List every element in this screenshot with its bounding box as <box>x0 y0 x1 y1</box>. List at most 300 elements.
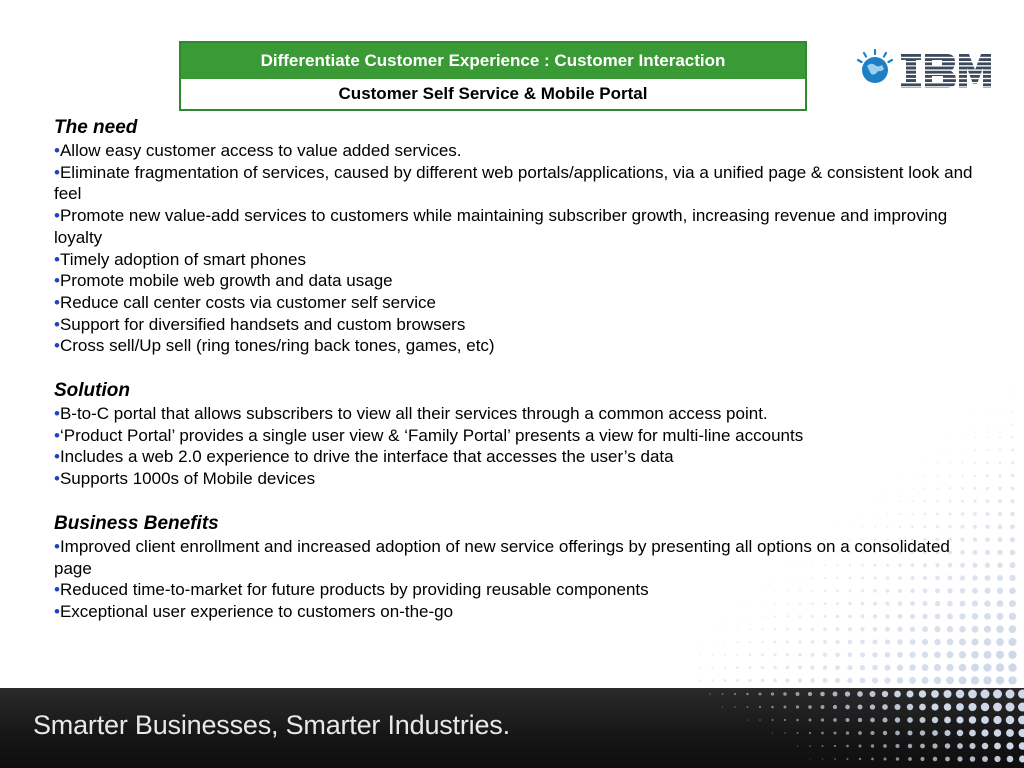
decor-dot <box>907 704 913 710</box>
decor-dot <box>945 743 950 748</box>
decor-dot <box>956 716 963 723</box>
decor-dot <box>1010 537 1015 542</box>
decor-dot <box>872 652 877 657</box>
decor-dot <box>985 537 990 542</box>
decor-dot <box>749 653 752 656</box>
decor-dot <box>971 651 979 659</box>
decor-dot <box>985 575 991 581</box>
decor-dot <box>946 664 953 671</box>
decor-dot <box>1000 386 1001 387</box>
decor-dot <box>821 732 824 735</box>
decor-dot <box>919 717 925 723</box>
decor-dot <box>796 692 800 696</box>
bullet-item: •Promote mobile web growth and data usage <box>54 271 393 291</box>
decor-dot <box>920 757 924 761</box>
decor-dot <box>994 729 1002 737</box>
decor-dot <box>1008 638 1016 646</box>
decor-dot <box>944 717 951 724</box>
decor-dot <box>986 474 989 477</box>
decor-dot <box>981 703 989 711</box>
decor-dot <box>882 691 888 697</box>
decor-dot <box>919 704 926 711</box>
decor-dot <box>884 677 890 683</box>
decor-dot <box>872 677 878 683</box>
bullet-icon: • <box>54 249 60 269</box>
decor-dot <box>747 706 749 708</box>
decor-dot <box>1018 690 1024 699</box>
bullet-icon: • <box>54 447 60 467</box>
decor-dot <box>998 474 1001 477</box>
decor-dot <box>1012 385 1013 386</box>
bullet-icon: • <box>54 469 60 489</box>
decor-dot <box>932 743 937 748</box>
section-the-need <box>54 116 974 357</box>
ibm-wordmark <box>901 54 993 88</box>
decor-dot <box>897 677 904 684</box>
decor-dot <box>1018 716 1024 725</box>
decor-dot <box>798 666 802 670</box>
decor-dot <box>906 690 913 697</box>
decor-dot <box>931 690 939 698</box>
decor-dot <box>998 499 1002 503</box>
decor-dot <box>734 693 736 695</box>
decor-dot <box>1010 550 1016 556</box>
decor-dot <box>1012 398 1013 399</box>
decor-dot <box>986 461 989 464</box>
slide-content <box>54 116 974 645</box>
decor-dot <box>945 757 950 762</box>
section-business-benefits <box>54 512 974 623</box>
decor-dot <box>974 474 977 477</box>
decor-dot <box>821 705 825 709</box>
decor-dot <box>809 745 811 747</box>
decor-dot <box>896 757 899 760</box>
decor-dot <box>736 666 739 669</box>
decor-dot <box>783 692 787 696</box>
decor-dot <box>699 667 701 669</box>
decor-dot <box>994 743 1001 750</box>
decor-dot <box>997 537 1002 542</box>
decor-dot <box>746 693 749 696</box>
bullet-item: •Reduced time-to-market for future products by providing reusable components <box>54 580 649 600</box>
decor-dot <box>809 719 812 722</box>
bullet-item: •Support for diversified handsets and custom browsers <box>54 314 466 334</box>
decor-dot <box>835 665 840 670</box>
decor-dot <box>797 745 798 746</box>
decor-dot <box>897 664 903 670</box>
decor-dot <box>999 411 1001 413</box>
decor-dot <box>773 653 776 656</box>
decor-dot <box>983 664 991 672</box>
decor-dot <box>711 667 713 669</box>
decor-dot <box>1010 512 1015 517</box>
bullet-item: •B-to-C portal that allows subscribers to view all their services through a common access point. <box>54 404 768 424</box>
decor-dot <box>823 678 828 683</box>
decor-dot <box>722 706 723 707</box>
decor-dot <box>1011 486 1015 490</box>
decor-dot <box>858 731 862 735</box>
decor-dot <box>997 562 1003 568</box>
decor-dot <box>1008 663 1016 671</box>
decor-dot <box>1008 651 1016 659</box>
decor-dot <box>784 706 787 709</box>
decor-dot <box>931 703 938 710</box>
decor-dot <box>884 665 890 671</box>
decor-dot <box>908 757 912 761</box>
decor-dot <box>985 525 989 529</box>
decor-dot <box>1019 742 1024 750</box>
bullet-item: •Includes a web 2.0 experience to drive the interface that accesses the user’s data <box>54 447 674 467</box>
decor-dot <box>994 756 1000 762</box>
decor-dot <box>974 424 975 425</box>
decor-dot <box>1011 474 1015 478</box>
decor-dot <box>975 411 976 412</box>
decor-dot <box>934 677 941 684</box>
decor-dot <box>981 716 989 724</box>
decor-dot <box>1010 562 1016 568</box>
decor-dot <box>858 705 863 710</box>
bullet-item: •Eliminate fragmentation of services, caused by different web portals/applications, via a unified page & consistent look and feel <box>54 162 973 204</box>
decor-dot <box>1011 423 1013 425</box>
bullet-item: •Promote new value-add services to customers while maintaining subscriber growth, increasing revenue and improving loyalty <box>54 206 948 247</box>
decor-dot <box>957 756 962 761</box>
decor-dot <box>998 487 1002 491</box>
decor-dot <box>996 625 1003 632</box>
decor-dot <box>1018 729 1024 737</box>
decor-dot <box>907 717 913 723</box>
decor-dot <box>1006 716 1015 725</box>
decor-dot <box>996 613 1003 620</box>
decor-dot <box>971 664 979 672</box>
decor-dot <box>882 704 888 710</box>
decor-dot <box>809 758 810 759</box>
decor-dot <box>998 512 1002 516</box>
decor-dot <box>845 705 850 710</box>
decor-dot <box>997 600 1004 607</box>
decor-dot <box>974 462 976 464</box>
decor-dot <box>771 706 774 709</box>
decor-dot <box>722 693 724 695</box>
decor-dot <box>984 613 991 620</box>
decor-dot <box>761 653 764 656</box>
bullet-icon: • <box>54 162 60 182</box>
bullet-icon: • <box>54 425 60 445</box>
decor-dot <box>810 653 814 657</box>
decor-dot <box>858 744 861 747</box>
decor-dot <box>846 745 849 748</box>
decor-dot <box>859 758 861 760</box>
decor-dot <box>821 745 823 747</box>
decor-dot <box>999 423 1001 425</box>
decor-dot <box>968 690 977 699</box>
decor-dot <box>997 550 1002 555</box>
section-solution <box>54 379 974 490</box>
decor-dot <box>870 718 875 723</box>
decor-dot <box>999 461 1002 464</box>
decor-dot <box>860 652 865 657</box>
decor-dot <box>921 677 928 684</box>
decor-dot <box>848 652 853 657</box>
bullet-icon: • <box>54 271 60 291</box>
decor-dot <box>821 718 824 721</box>
decor-dot <box>944 730 950 736</box>
decor-dot <box>907 730 912 735</box>
decor-dot <box>908 744 912 748</box>
decor-dot <box>759 706 761 708</box>
decor-dot <box>796 705 799 708</box>
decor-dot <box>996 676 1004 684</box>
decor-dot <box>909 652 915 658</box>
decor-dot <box>981 729 988 736</box>
decor-dot <box>860 677 866 683</box>
decor-dot <box>987 411 988 412</box>
slide-title: Differentiate Customer Experience : Customer Interaction <box>181 43 805 79</box>
decor-dot <box>845 691 850 696</box>
decor-dot <box>835 678 840 683</box>
ibm-globe-icon <box>855 48 897 90</box>
decor-dot <box>932 717 938 723</box>
decor-dot <box>922 664 929 671</box>
decor-dot <box>981 690 990 699</box>
decor-dot <box>772 719 774 721</box>
decor-dot <box>712 654 714 656</box>
decor-dot <box>724 666 726 668</box>
bullet-icon: • <box>54 601 60 621</box>
decor-dot <box>833 692 838 697</box>
decor-dot <box>834 732 837 735</box>
decor-dot <box>1007 756 1014 763</box>
decor-dot <box>985 512 989 516</box>
bullet-icon: • <box>54 404 60 424</box>
decor-dot <box>1010 524 1015 529</box>
decor-dot <box>883 731 887 735</box>
decor-dot <box>1011 436 1013 438</box>
bullet-icon: • <box>54 292 60 312</box>
bullet-item: •Timely adoption of smart phones <box>54 249 306 269</box>
decor-dot <box>1006 690 1015 699</box>
decor-dot <box>870 691 876 697</box>
decor-dot <box>970 756 976 762</box>
decor-dot <box>974 449 976 451</box>
decor-dot <box>773 666 777 670</box>
decor-dot <box>909 664 916 671</box>
decor-dot <box>1012 411 1014 413</box>
decor-dot <box>1009 613 1016 620</box>
decor-dot <box>870 731 874 735</box>
decor-dot <box>895 717 900 722</box>
ibm-logo <box>855 48 995 90</box>
bullet-icon: • <box>54 141 60 160</box>
decor-dot <box>922 652 928 658</box>
bullet-item: •Exceptional user experience to customers on-the-go <box>54 601 454 621</box>
decor-dot <box>748 666 751 669</box>
decor-dot <box>759 693 762 696</box>
decor-dot <box>985 562 990 567</box>
decor-dot <box>785 678 789 682</box>
decor-dot <box>872 665 878 671</box>
decor-dot <box>894 691 901 698</box>
decor-dot <box>982 743 989 750</box>
decor-dot <box>761 679 765 683</box>
decor-dot <box>993 690 1002 699</box>
decor-dot <box>810 678 815 683</box>
decor-dot <box>823 653 827 657</box>
decor-dot <box>956 703 964 711</box>
decor-dot <box>833 705 837 709</box>
decor-dot <box>986 449 988 451</box>
decor-dot <box>847 678 853 684</box>
decor-dot <box>809 732 811 734</box>
decor-dot <box>857 691 863 697</box>
decor-dot <box>1019 756 1024 763</box>
decor-dot <box>734 706 736 708</box>
decor-dot <box>959 651 966 658</box>
decor-dot <box>796 719 799 722</box>
decor-dot <box>987 398 988 399</box>
section-heading: Solution <box>54 380 130 402</box>
decor-dot <box>969 730 976 737</box>
decor-dot <box>971 676 979 684</box>
bullet-icon: • <box>54 536 60 556</box>
decor-dot <box>771 692 774 695</box>
decor-dot <box>724 654 726 656</box>
decor-dot <box>946 651 953 658</box>
decor-dot <box>736 654 738 656</box>
decor-dot <box>996 663 1004 671</box>
decor-dot <box>909 677 916 684</box>
decor-dot <box>1009 625 1017 633</box>
decor-dot <box>957 730 963 736</box>
decor-dot <box>969 716 976 723</box>
decor-dot <box>699 679 701 681</box>
decor-dot <box>897 652 903 658</box>
decor-dot <box>858 718 862 722</box>
decor-dot <box>846 731 849 734</box>
decor-dot <box>986 487 989 490</box>
decor-dot <box>1006 742 1013 749</box>
decor-dot <box>808 705 812 709</box>
decor-dot <box>920 744 925 749</box>
decor-dot <box>847 665 852 670</box>
decor-dot <box>1010 499 1014 503</box>
decor-dot <box>933 757 937 761</box>
decor-dot <box>711 679 714 682</box>
decor-dot <box>797 732 799 734</box>
decor-dot <box>1006 729 1014 737</box>
decor-dot <box>786 653 789 656</box>
decor-dot <box>969 743 975 749</box>
bullet-item: •Cross sell/Up sell (ring tones/ring back tones, games, etc) <box>54 336 495 356</box>
decor-dot <box>996 638 1004 646</box>
decor-dot <box>747 719 748 720</box>
decor-dot <box>998 524 1003 529</box>
decor-dot <box>798 653 802 657</box>
decor-dot <box>920 730 925 735</box>
decor-dot <box>709 693 710 694</box>
decor-dot <box>808 692 812 696</box>
decor-dot <box>895 744 899 748</box>
decor-dot <box>932 730 938 736</box>
bullet-icon: • <box>54 580 60 600</box>
decor-dot <box>822 758 823 759</box>
bullet-item: •Supports 1000s of Mobile devices <box>54 469 316 489</box>
decor-dot <box>846 758 848 760</box>
decor-dot <box>997 575 1003 581</box>
decor-dot <box>999 449 1002 452</box>
decor-dot <box>984 588 990 594</box>
decor-dot <box>833 718 837 722</box>
bullet-icon: • <box>54 206 60 226</box>
decor-dot <box>773 678 777 682</box>
decor-dot <box>919 690 926 697</box>
decor-dot <box>1009 587 1016 594</box>
decor-dot <box>1009 600 1016 607</box>
decor-dot <box>736 679 739 682</box>
decor-dot <box>759 719 761 721</box>
decor-dot <box>834 745 836 747</box>
footer-bar <box>0 688 1024 768</box>
decor-dot <box>959 664 967 672</box>
decor-dot <box>985 550 990 555</box>
decor-dot <box>871 758 874 761</box>
bullet-item: •Improved client enrollment and increased adoption of new service offerings by presenting all options on a consolidated page <box>54 536 950 578</box>
decor-dot <box>986 499 990 503</box>
decor-dot <box>934 664 941 671</box>
decor-dot <box>984 638 992 646</box>
decor-dot <box>982 756 988 762</box>
decor-dot <box>984 651 992 659</box>
decor-dot <box>1006 703 1015 712</box>
decor-dot <box>798 678 802 682</box>
decor-dot <box>834 758 836 760</box>
bullet-item: •‘Product Portal’ provides a single user view & ‘Family Portal’ presents a view for multi-line accounts <box>54 425 804 445</box>
decor-dot <box>772 732 773 733</box>
decor-dot <box>748 679 751 682</box>
decor-dot <box>999 398 1000 399</box>
decor-dot <box>999 436 1001 438</box>
decor-dot <box>957 743 963 749</box>
bullet-item: •Reduce call center costs via customer self service <box>54 292 436 312</box>
decor-dot <box>810 665 814 669</box>
decor-dot <box>870 704 875 709</box>
bullet-icon: • <box>54 314 60 334</box>
section-heading: Business Benefits <box>54 512 219 534</box>
decor-dot <box>959 676 967 684</box>
section-heading: The need <box>54 117 138 138</box>
decor-dot <box>944 703 951 710</box>
decor-dot <box>984 600 990 606</box>
decor-dot <box>894 704 900 710</box>
decor-dot <box>761 666 764 669</box>
footer-tagline: Smarter Businesses, Smarter Industries. <box>33 710 510 740</box>
decor-dot <box>883 744 887 748</box>
slide-title-box <box>179 41 807 111</box>
decor-dot <box>823 665 828 670</box>
decor-dot <box>784 719 786 721</box>
decor-dot <box>871 744 874 747</box>
decor-dot <box>997 588 1003 594</box>
decor-dot <box>885 652 891 658</box>
slide-subtitle: Customer Self Service & Mobile Portal <box>338 84 648 103</box>
decor-dot <box>786 666 790 670</box>
decor-dot <box>974 436 976 438</box>
decor-dot <box>993 703 1002 712</box>
decor-dot <box>983 676 991 684</box>
decor-dot <box>946 677 954 685</box>
decor-dot <box>1011 461 1014 464</box>
decor-dot <box>934 651 941 658</box>
decor-dot <box>943 690 951 698</box>
